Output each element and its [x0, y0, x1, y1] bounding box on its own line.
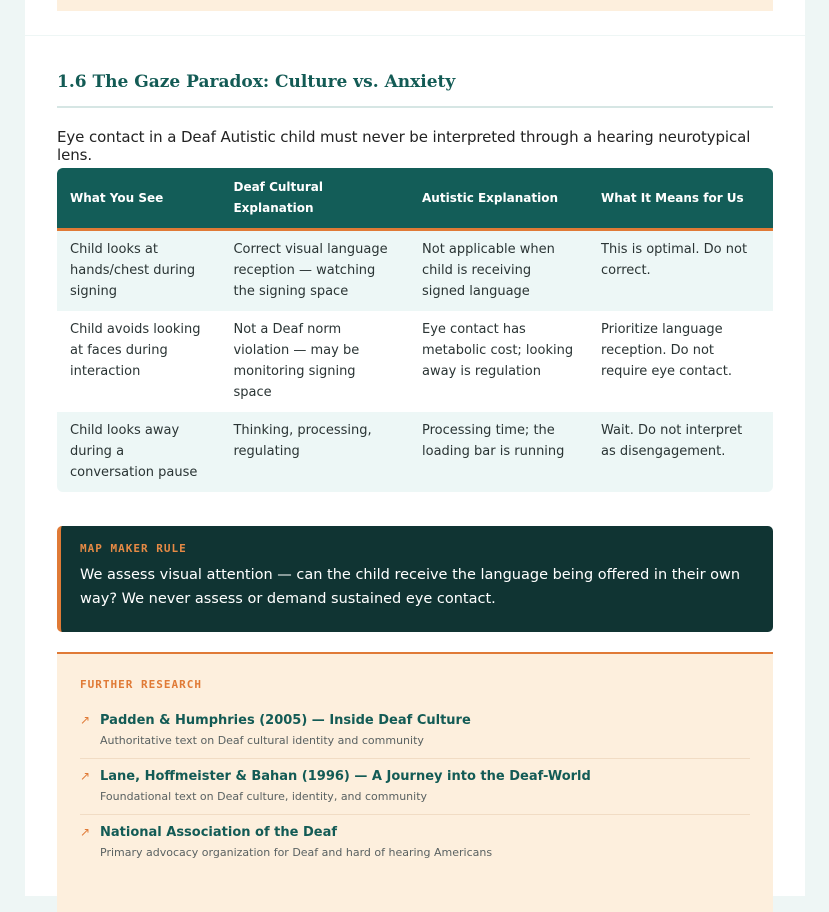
- research-description: Primary advocacy organization for Deaf and hard of hearing Americans: [100, 846, 493, 859]
- research-link[interactable]: Padden & Humphries (2005) — Inside Deaf Culture: [100, 713, 471, 728]
- gaze-table: [57, 168, 773, 492]
- external-link-arrow-icon: ↗: [80, 825, 91, 839]
- table-row: [57, 412, 773, 492]
- research-link[interactable]: Lane, Hoffmeister & Bahan (1996) — A Journey into the Deaf-World: [100, 769, 591, 784]
- research-link[interactable]: National Association of the Deaf: [100, 825, 338, 840]
- table-cell: Thinking, processing, regulating: [220, 412, 409, 492]
- table-cell: Processing time; the loading bar is running: [409, 412, 588, 492]
- list-item: [80, 711, 750, 759]
- table-cell: Child avoids looking at faces during interaction: [57, 311, 220, 412]
- research-description: Foundational text on Deaf culture, identity, and community: [100, 790, 428, 803]
- title-divider: [57, 106, 773, 108]
- table-header: Deaf Cultural Explanation: [220, 168, 409, 230]
- table-header: Autistic Explanation: [409, 168, 588, 230]
- table-header-row: [57, 168, 773, 230]
- callout-kicker: MAP MAKER RULE: [80, 542, 187, 555]
- callout-text: We assess visual attention — can the child receive the language being offered in their own way? We never assess or demand sustained eye contact.: [80, 567, 741, 607]
- list-item: [80, 823, 750, 870]
- table-cell: Not applicable when child is receiving signed language: [409, 230, 588, 312]
- external-link-arrow-icon: ↗: [80, 769, 91, 783]
- research-kicker: FURTHER RESEARCH: [80, 678, 202, 691]
- table-cell: Child looks at hands/chest during signing: [57, 230, 220, 312]
- table-cell: Correct visual language reception — watching the signing space: [220, 230, 409, 312]
- research-description: Authoritative text on Deaf cultural identity and community: [100, 734, 424, 747]
- table-row: [57, 230, 773, 312]
- table-row: [57, 311, 773, 412]
- table-cell: Eye contact has metabolic cost; looking away is regulation: [409, 311, 588, 412]
- table-cell: Child looks away during a conversation pause: [57, 412, 220, 492]
- section-card: [25, 36, 805, 896]
- section-title: 1.6 The Gaze Paradox: Culture vs. Anxiety: [57, 72, 456, 92]
- table-cell: Wait. Do not interpret as disengagement.: [588, 412, 773, 492]
- table-cell: Not a Deaf norm violation — may be monitoring signing space: [220, 311, 409, 412]
- section-intro: Eye contact in a Deaf Autistic child must never be interpreted through a hearing neurotypical lens.: [57, 128, 751, 164]
- further-research-box: [57, 652, 773, 912]
- previous-callout-edge: [57, 0, 773, 11]
- map-maker-rule-callout: [57, 526, 773, 632]
- external-link-arrow-icon: ↗: [80, 713, 91, 727]
- table-cell: This is optimal. Do not correct.: [588, 230, 773, 312]
- list-item: [80, 767, 750, 815]
- table-header: What You See: [57, 168, 220, 230]
- table-header: What It Means for Us: [588, 168, 773, 230]
- table-cell: Prioritize language reception. Do not require eye contact.: [588, 311, 773, 412]
- previous-section-card: [25, 0, 805, 35]
